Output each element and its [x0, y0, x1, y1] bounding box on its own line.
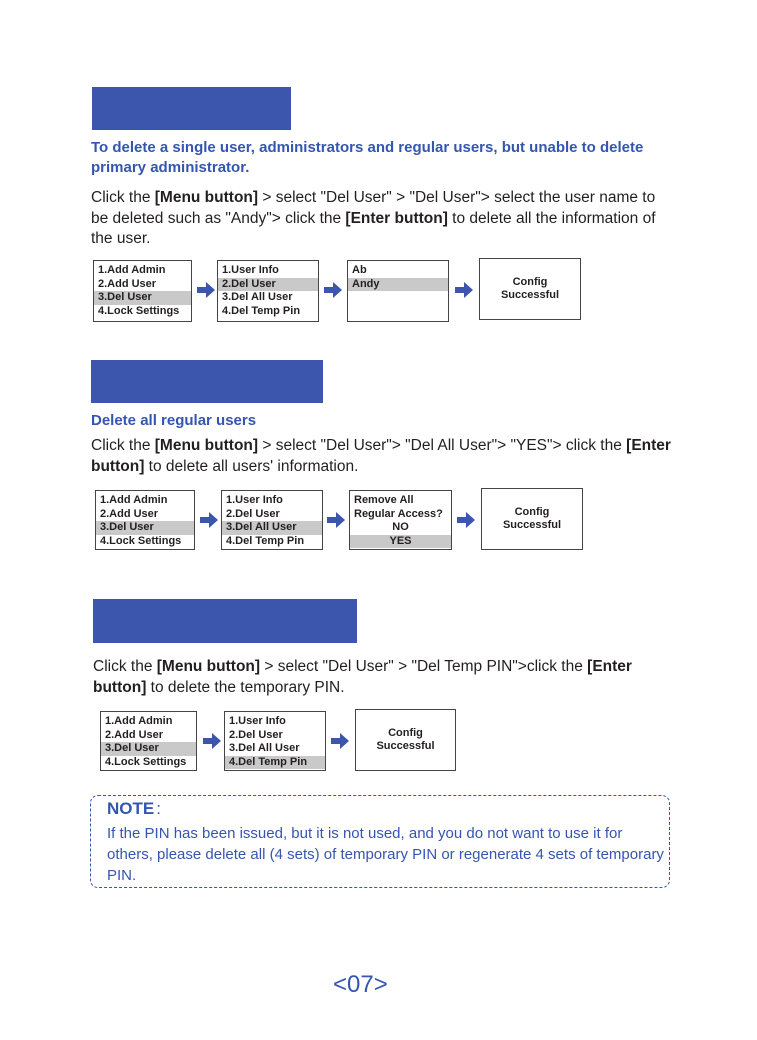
text-click: Click the	[91, 437, 155, 454]
success-line: Successful	[500, 289, 560, 301]
section3-screen-success	[355, 709, 456, 771]
section2-screen-success	[481, 488, 583, 550]
arrow-right-icon	[455, 282, 473, 298]
menu-row: 1.Add Admin	[98, 264, 166, 276]
menu-row-selected: 3.Del User	[101, 742, 196, 756]
section2-header-bar	[91, 360, 323, 403]
success-line: Config	[514, 505, 550, 518]
success-line: Config	[388, 726, 423, 739]
text-click: Click the	[93, 658, 157, 675]
prompt-line: Remove All	[354, 494, 414, 506]
menu-row: 2.Del User	[229, 728, 283, 741]
prompt-line: Regular Access?	[354, 507, 443, 520]
menu-row: 4.Del Temp Pin	[226, 534, 305, 547]
arrow-right-icon	[327, 512, 345, 528]
menu-row: 1.User Info	[226, 494, 283, 506]
menu-row: 3.Del All User	[222, 291, 293, 303]
menu-row: 2.Del User	[226, 507, 280, 520]
text-mid: > select "Del User" > "Del Temp PIN">click the	[260, 658, 588, 675]
menu-row: 4.Lock Settings	[105, 755, 187, 768]
option-no: NO	[392, 521, 409, 533]
note-body: If the PIN has been issued, but it is not used, and you do not want to use it for others, please delete all (4 sets) of temporary PIN or regenerate 4 sets of temporary PIN.	[107, 825, 664, 884]
section3-screen-del-user-menu	[224, 711, 326, 771]
menu-row: 1.User Info	[222, 264, 279, 276]
arrow-right-icon	[331, 733, 349, 749]
menu-row-selected: 3.Del All User	[222, 521, 322, 535]
menu-row: 2.Add User	[98, 277, 157, 290]
section2-lead: Delete all regular users	[91, 412, 257, 429]
enter-button-label: [Enter button]	[93, 658, 632, 696]
menu-row-selected: 2.Del User	[218, 278, 318, 292]
section2-screen-main-menu	[95, 490, 195, 550]
page-number: <07>	[333, 971, 388, 998]
menu-row: 4.Del Temp Pin	[222, 304, 301, 317]
section3-instructions	[93, 657, 663, 698]
text-end: to delete all the information of the user.	[91, 209, 656, 247]
menu-button-label: [Menu button]	[156, 658, 261, 675]
section1-screen-main-menu	[93, 260, 192, 322]
enter-button-label: [Enter button]	[91, 437, 671, 475]
success-line: Config	[512, 275, 548, 288]
menu-row: 2.Add User	[105, 728, 164, 741]
arrow-right-icon	[203, 733, 221, 749]
section2-instructions	[91, 436, 671, 477]
section3-screen-main-menu	[100, 711, 197, 771]
section1-instructions	[91, 188, 671, 250]
section2-screen-del-user-menu	[221, 490, 323, 550]
arrow-right-icon	[457, 512, 475, 528]
section1-screen-del-user-menu	[217, 260, 319, 322]
menu-row: 4.Lock Settings	[98, 304, 180, 317]
user-row-selected: Andy	[348, 278, 448, 292]
success-line: Successful	[502, 519, 562, 531]
section1-screen-success	[479, 258, 581, 320]
menu-row: 3.Del All User	[229, 742, 300, 754]
menu-row-selected: 3.Del User	[96, 521, 194, 535]
menu-row-selected: 3.Del User	[94, 291, 191, 305]
note-colon: :	[156, 799, 161, 818]
menu-row: 1.Add Admin	[105, 715, 173, 727]
note-title-text: NOTE	[107, 799, 155, 818]
section1-header-bar	[92, 87, 291, 130]
menu-row-selected: 4.Del Temp Pin	[225, 756, 325, 770]
menu-row: 2.Add User	[100, 507, 159, 520]
text-click: Click the	[91, 189, 155, 206]
text-mid: > select "Del User"> "Del All User"> "YES"> click the	[258, 437, 627, 454]
note-title	[107, 799, 161, 819]
option-yes-selected: YES	[350, 535, 451, 549]
arrow-right-icon	[324, 282, 342, 298]
section1-screen-user-list	[347, 260, 449, 322]
arrow-right-icon	[197, 282, 215, 298]
enter-button-label: [Enter button]	[345, 209, 448, 227]
menu-button-label: [Menu button]	[154, 437, 259, 454]
section1-lead: To delete a single user, administrators and regular users, but unable to delete primary administrator.	[91, 139, 644, 176]
menu-row: 1.Add Admin	[100, 494, 168, 506]
arrow-right-icon	[200, 512, 218, 528]
text-end: to delete the temporary PIN.	[146, 678, 345, 696]
text-end: to delete all users' information.	[144, 457, 359, 475]
user-row: Ab	[352, 264, 367, 276]
section3-header-bar	[93, 599, 357, 643]
success-line: Successful	[376, 740, 435, 752]
menu-button-label: [Menu button]	[154, 189, 259, 206]
menu-row: 1.User Info	[229, 715, 286, 727]
section2-screen-confirm	[349, 490, 452, 550]
text-mid: > select "Del User" > "Del User"> select the user name to be deleted such as "Andy"> click the	[91, 189, 656, 227]
menu-row: 4.Lock Settings	[100, 534, 182, 547]
